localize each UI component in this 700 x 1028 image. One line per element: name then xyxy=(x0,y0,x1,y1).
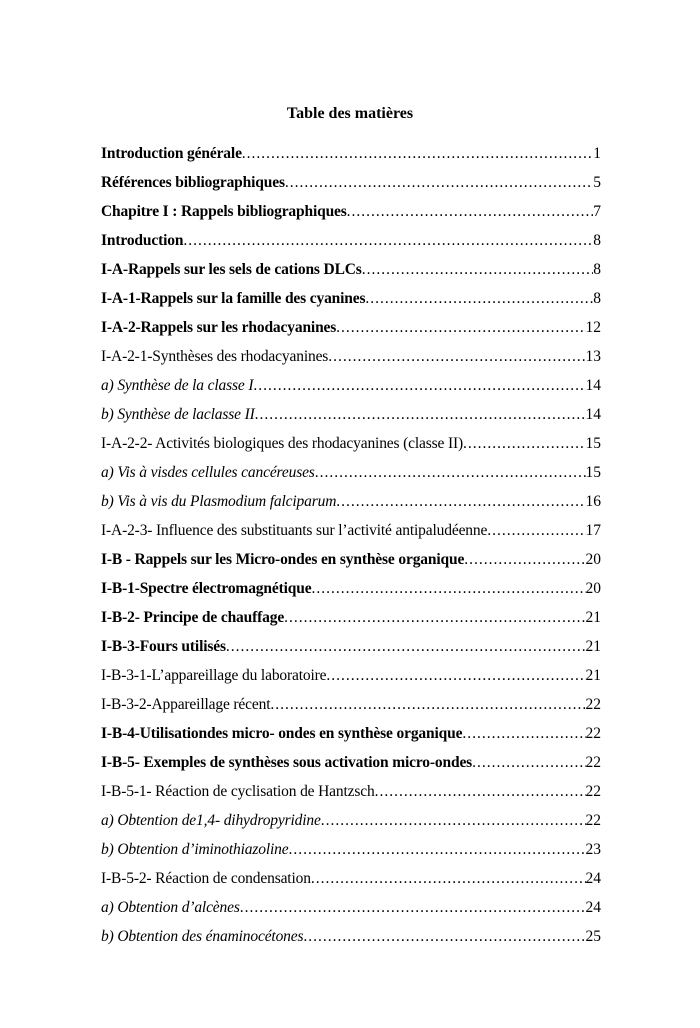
toc-entry-title: I-A-2-Rappels sur les rhodacyanines xyxy=(101,319,337,336)
dot-leader xyxy=(464,545,585,574)
toc-entry-title: I-B-5-1- Réaction de cyclisation de Hantzsch xyxy=(101,783,375,800)
toc-entry-page-number: 23 xyxy=(585,841,601,858)
toc-entry-page-number: 8 xyxy=(593,290,601,307)
toc-entry-page-number: 15 xyxy=(585,464,601,481)
toc-entry-page-number: 1 xyxy=(593,145,601,162)
toc-entry-title: I-B-5- Exemples de synthèses sous activation micro-ondes xyxy=(101,754,473,771)
toc-entry-title: b) Obtention d’iminothiazoline xyxy=(101,841,289,858)
table-of-contents xyxy=(101,139,601,951)
toc-entry-title: Introduction xyxy=(101,232,184,249)
toc-entry-title: a) Synthèse de la classe I xyxy=(101,377,254,394)
toc-entry-title: I-A-2-2- Activités biologiques des rhodacyanines (classe II) xyxy=(101,435,464,452)
dot-leader xyxy=(240,893,586,922)
toc-entry xyxy=(101,255,601,284)
toc-entry xyxy=(101,777,601,806)
dot-leader xyxy=(255,400,586,429)
dot-leader xyxy=(375,777,586,806)
toc-entry xyxy=(101,835,601,864)
dot-leader xyxy=(253,371,585,400)
toc-entry-page-number: 15 xyxy=(585,435,601,452)
dot-leader xyxy=(328,342,585,371)
toc-entry-title: b) Obtention des énaminocétones xyxy=(101,928,304,945)
toc-entry-page-number: 12 xyxy=(585,319,601,336)
toc-entry xyxy=(101,690,601,719)
dot-leader xyxy=(289,835,586,864)
toc-entry-page-number: 22 xyxy=(585,783,601,800)
toc-entry-page-number: 21 xyxy=(585,609,601,626)
toc-entry xyxy=(101,197,601,226)
dot-leader xyxy=(311,574,585,603)
toc-entry-page-number: 21 xyxy=(585,667,601,684)
toc-entry-title: I-B-3-Fours utilisés xyxy=(101,638,226,655)
toc-entry xyxy=(101,487,601,516)
toc-entry-title: a) Obtention d’alcènes xyxy=(101,899,240,916)
dot-leader xyxy=(303,922,585,951)
toc-entry-page-number: 25 xyxy=(585,928,601,945)
dot-leader xyxy=(270,690,585,719)
dot-leader xyxy=(226,632,586,661)
toc-entry-title: Introduction générale xyxy=(101,145,242,162)
toc-entry-page-number: 24 xyxy=(585,899,601,916)
toc-entry xyxy=(101,632,601,661)
toc-entry-page-number: 22 xyxy=(585,812,601,829)
toc-entry xyxy=(101,284,601,313)
toc-entry xyxy=(101,226,601,255)
toc-entry-page-number: 24 xyxy=(585,870,601,887)
dot-leader xyxy=(336,313,585,342)
dot-leader xyxy=(242,139,593,168)
toc-entry-page-number: 8 xyxy=(593,261,601,278)
toc-entry-page-number: 14 xyxy=(585,406,601,423)
toc-entry-title: I-B-3-2-Appareillage récent xyxy=(101,696,271,713)
dot-leader xyxy=(472,748,585,777)
toc-entry-title: a) Vis à visdes cellules cancéreuses xyxy=(101,464,315,481)
toc-entry xyxy=(101,342,601,371)
toc-entry xyxy=(101,574,601,603)
dot-leader xyxy=(284,603,585,632)
toc-entry-page-number: 13 xyxy=(585,348,601,365)
toc-entry-title: Références bibliographiques xyxy=(101,174,285,191)
dot-leader xyxy=(326,661,585,690)
toc-entry-title: I-A-Rappels sur les sels de cations DLCs xyxy=(101,261,362,278)
toc-entry-title: I-B-1-Spectre électromagnétique xyxy=(101,580,312,597)
toc-entry-title: I-B-4-Utilisationdes micro- ondes en synthèse organique xyxy=(101,725,463,742)
toc-entry-title: a) Obtention de1,4- dihydropyridine xyxy=(101,812,321,829)
page-title: Table des matières xyxy=(286,105,414,122)
toc-entry-page-number: 20 xyxy=(585,580,601,597)
toc-entry xyxy=(101,603,601,632)
dot-leader xyxy=(315,458,586,487)
toc-entry-page-number: 17 xyxy=(585,522,601,539)
toc-entry-page-number: 22 xyxy=(585,754,601,771)
toc-entry-title: b) Synthèse de laclasse II xyxy=(101,406,255,423)
toc-entry-title: I-B-3-1-L’appareillage du laboratoire xyxy=(101,667,327,684)
dot-leader xyxy=(183,226,593,255)
toc-entry xyxy=(101,400,601,429)
dot-leader xyxy=(311,864,586,893)
toc-entry-page-number: 16 xyxy=(585,493,601,510)
toc-entry-page-number: 20 xyxy=(585,551,601,568)
dot-leader xyxy=(321,806,586,835)
toc-entry xyxy=(101,893,601,922)
dot-leader xyxy=(365,284,593,313)
toc-entry xyxy=(101,139,601,168)
toc-entry xyxy=(101,516,601,545)
dot-leader xyxy=(347,197,594,226)
toc-entry xyxy=(101,748,601,777)
toc-entry-page-number: 5 xyxy=(593,174,601,191)
toc-entry-title: I-A-2-1-Synthèses des rhodacyanines xyxy=(101,348,329,365)
toc-entry-page-number: 21 xyxy=(585,638,601,655)
toc-entry xyxy=(101,313,601,342)
toc-entry-title: I-B-5-2- Réaction de condensation xyxy=(101,870,311,887)
dot-leader xyxy=(362,255,594,284)
toc-entry xyxy=(101,719,601,748)
toc-entry xyxy=(101,458,601,487)
toc-entry-page-number: 8 xyxy=(593,232,601,249)
toc-entry-page-number: 7 xyxy=(593,203,601,220)
dot-leader xyxy=(336,487,585,516)
toc-entry xyxy=(101,371,601,400)
toc-entry-page-number: 14 xyxy=(585,377,601,394)
toc-entry xyxy=(101,922,601,951)
dot-leader xyxy=(463,429,585,458)
toc-entry xyxy=(101,661,601,690)
toc-entry-title: I-A-1-Rappels sur la famille des cyanines xyxy=(101,290,366,307)
toc-entry-page-number: 22 xyxy=(585,725,601,742)
toc-entry xyxy=(101,545,601,574)
toc-entry xyxy=(101,806,601,835)
dot-leader xyxy=(487,516,585,545)
toc-entry-title: Chapitre I : Rappels bibliographiques xyxy=(101,203,347,220)
dot-leader xyxy=(285,168,593,197)
toc-entry-title: I-B-2- Principe de chauffage xyxy=(101,609,285,626)
toc-entry xyxy=(101,168,601,197)
toc-entry-title: I-A-2-3- Influence des substituants sur l’activité antipaludéenne xyxy=(101,522,488,539)
toc-entry-page-number: 22 xyxy=(585,696,601,713)
dot-leader xyxy=(462,719,585,748)
toc-entry-title: b) Vis à vis du Plasmodium falciparum xyxy=(101,493,337,510)
toc-entry xyxy=(101,429,601,458)
toc-entry-title: I-B - Rappels sur les Micro-ondes en synthèse organique xyxy=(101,551,465,568)
toc-entry xyxy=(101,864,601,893)
